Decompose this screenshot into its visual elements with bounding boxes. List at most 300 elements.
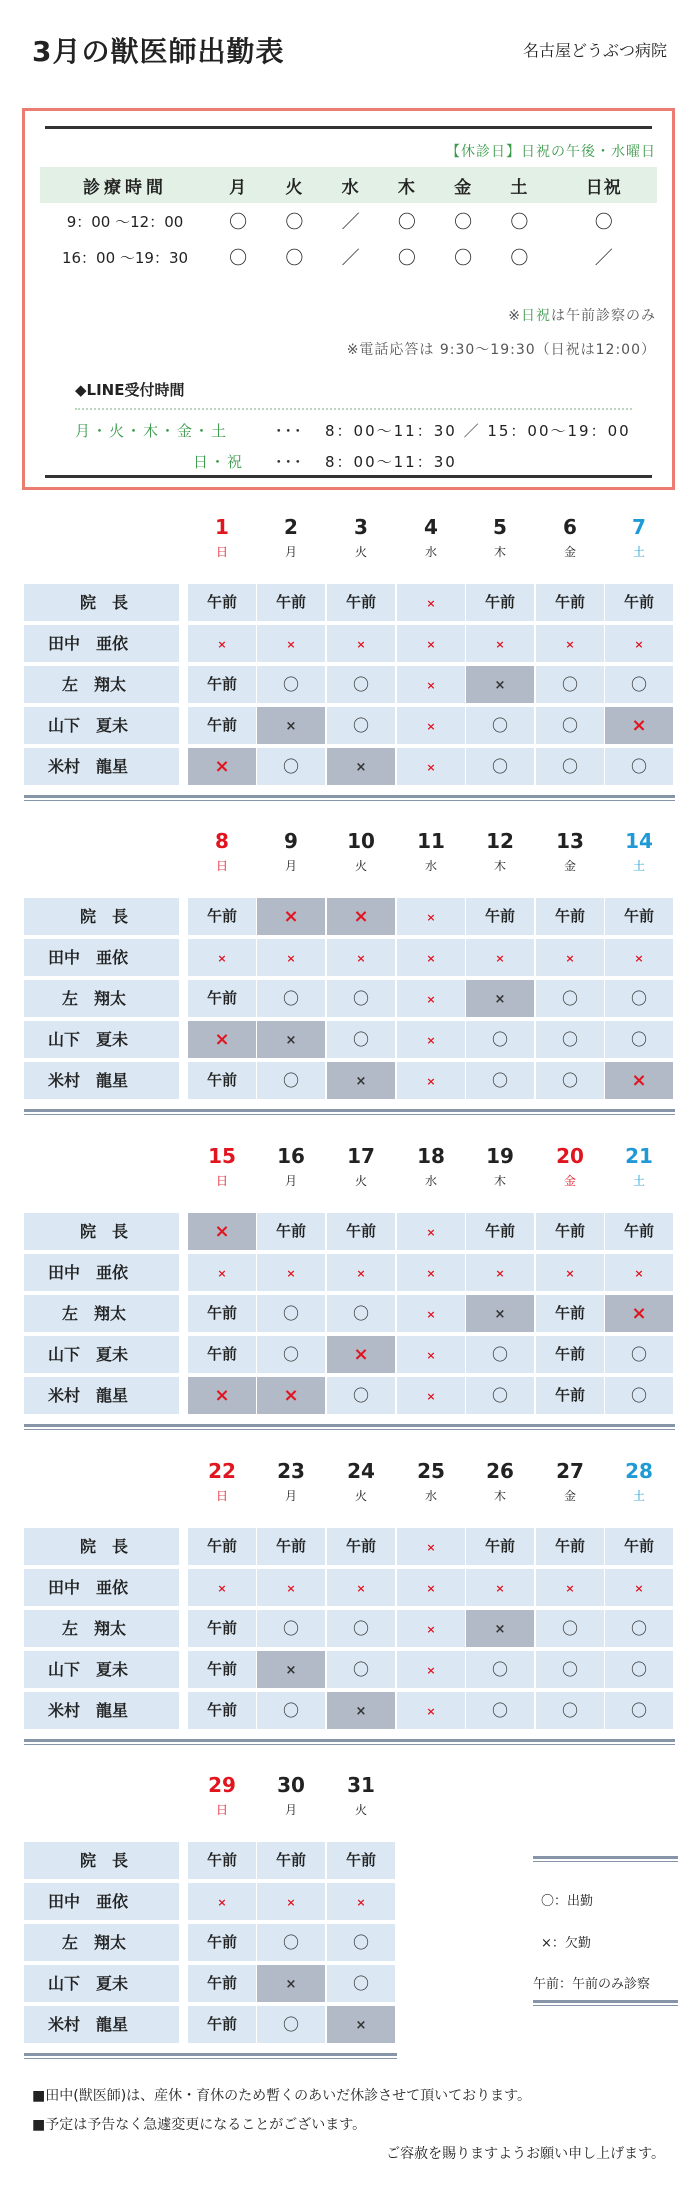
absent-mark: × [565,952,575,965]
schedule-cell [257,584,325,621]
schedule-cell [536,1528,604,1565]
morning-only-mark: 午前 [484,1537,515,1555]
line-hours-time: 8：00～11：30 ／ 15：00～19：00 [325,422,631,440]
schedule-cell [327,748,395,785]
line-hours-dots: ･･･ [275,453,304,471]
morning-only-mark: 午前 [554,907,585,925]
schedule-cell [188,1021,256,1058]
staff-name: 田中 亜依 [48,1892,129,1911]
staff-row [22,1690,679,1731]
staff-name: 左 翔太 [62,1619,127,1638]
schedule-cell [466,939,534,976]
schedule-cell [257,666,325,703]
schedule-cell [397,1021,465,1058]
present-mark: 〇 [561,675,578,694]
absent-mark: × [286,638,296,651]
present-mark: 〇 [561,716,578,735]
schedule-cell [188,1213,256,1250]
absent-mark: × [426,1034,436,1047]
schedule-cell [466,707,534,744]
schedule-cell [466,584,534,621]
staff-row [22,1211,679,1252]
morning-only-mark: 午前 [345,593,376,611]
schedule-cell [605,898,673,935]
week-table [22,512,679,787]
schedule-cell [257,1377,325,1414]
hours-mark: 〇 [229,212,248,233]
week-end-rule [24,1739,675,1745]
week-table [22,1141,679,1416]
day-of-week: 日 [215,1803,228,1817]
schedule-cell [397,748,465,785]
divider [533,2000,678,2006]
schedule-cell [536,748,604,785]
hours-mark: 〇 [229,248,248,269]
morning-only-mark: 午前 [623,1222,654,1240]
present-mark: 〇 [630,757,647,776]
present-mark: 〇 [630,1619,647,1638]
staff-name-cell [24,1062,179,1099]
schedule-cell [188,1062,256,1099]
day-of-week: 日 [215,1489,228,1503]
schedule-cell [397,1295,465,1332]
day-of-week: 金 [563,545,576,559]
week-date-header [22,1770,679,1840]
schedule-cell [327,980,395,1017]
date-column-header [187,1456,257,1506]
date-number: 9 [284,829,298,853]
staff-row [22,1649,679,1690]
schedule-cell [327,1254,395,1291]
present-mark: 〇 [352,1974,369,1993]
morning-only-mark: 午前 [206,1537,237,1555]
date-column-header [465,1141,535,1191]
hours-mark: 〇 [285,212,304,233]
date-number: 8 [215,829,229,853]
absent-mark: × [426,1664,436,1677]
absent-mark: × [426,1226,436,1239]
staff-name-cell [24,1610,179,1647]
date-column-header [326,826,396,876]
schedule-cell [188,898,256,935]
day-of-week: 水 [424,1489,437,1503]
schedule-cell [257,1924,325,1961]
staff-row [22,1252,679,1293]
week-date-header [22,512,679,582]
morning-only-mark: 午前 [206,675,237,693]
clinic-hours-box [22,108,675,490]
day-of-week: 水 [424,545,437,559]
schedule-cell [605,1569,673,1606]
absent-mark: × [356,1267,366,1280]
schedule-cell [327,898,395,935]
absent-mark: × [565,638,575,651]
staff-row [22,1019,679,1060]
schedule-cell [466,1254,534,1291]
morning-only-mark: 午前 [484,907,515,925]
note-rest: は午前診察のみ [551,308,656,324]
morning-only-mark: 午前 [206,2015,237,2033]
schedule-cell [257,707,325,744]
schedule-cell [605,1062,673,1099]
absent-mark: × [426,679,436,692]
date-column-header [465,1456,535,1506]
schedule-cell [466,1692,534,1729]
morning-only-mark: 午前 [345,1537,376,1555]
absent-mark: × [426,952,436,965]
present-mark: 〇 [282,1701,299,1720]
schedule-cell [188,1842,256,1879]
schedule-cell [536,625,604,662]
date-number: 10 [347,829,375,853]
morning-only-mark: 午前 [623,907,654,925]
date-number: 14 [625,829,653,853]
date-number: 12 [486,829,514,853]
schedule-cell [536,1610,604,1647]
morning-only-mark: 午前 [275,1851,306,1869]
schedule-cell [605,1295,673,1332]
absent-mark: × [353,906,369,927]
staff-name-cell [24,625,179,662]
week-table [22,1456,679,1731]
schedule-cell [188,1610,256,1647]
staff-name: 院 長 [80,1537,129,1556]
absent-mark: × [285,1663,297,1678]
schedule-cell [188,1336,256,1373]
day-of-week: 日 [215,545,228,559]
schedule-cell [188,939,256,976]
day-of-week: 水 [424,1174,437,1188]
schedule-cell [536,1295,604,1332]
absent-mark: × [426,1582,436,1595]
absent-mark: × [426,1705,436,1718]
staff-name-cell [24,666,179,703]
absent-mark: × [214,1221,230,1242]
date-number: 25 [417,1459,445,1483]
date-column-header [256,826,326,876]
absent-mark: × [353,1344,369,1365]
day-of-week: 火 [354,1174,367,1188]
absent-mark: × [355,2018,367,2033]
present-mark: 〇 [491,1701,508,1720]
absent-mark: × [355,760,367,775]
date-number: 31 [347,1773,375,1797]
date-column-header [396,512,466,562]
schedule-cell [327,1651,395,1688]
absent-mark: × [495,1582,505,1595]
present-mark: 〇 [561,1619,578,1638]
schedule-cell [466,1569,534,1606]
staff-name: 田中 亜依 [48,634,129,653]
present-mark: 〇 [282,2015,299,2034]
hours-mark: ／ [594,248,613,269]
weekday-thu: 木 [397,177,416,198]
week-date-header [22,1456,679,1526]
day-of-week: 日 [215,1174,228,1188]
absent-mark: × [426,1623,436,1636]
morning-only-mark: 午前 [345,1851,376,1869]
schedule-cell [605,584,673,621]
day-of-week: 月 [284,1489,297,1503]
absent-mark: × [286,1582,296,1595]
schedule-cell [257,980,325,1017]
date-column-header [535,1456,605,1506]
date-column-header [396,826,466,876]
present-mark: 〇 [491,1030,508,1049]
day-of-week: 土 [632,1174,645,1188]
schedule-cell [257,1610,325,1647]
staff-name: 米村 龍星 [48,1071,129,1090]
present-mark: 〇 [561,1701,578,1720]
absent-mark: × [285,719,297,734]
schedule-cell [605,1336,673,1373]
schedule-cell [188,625,256,662]
schedule-cell [257,1569,325,1606]
hours-mark: 〇 [510,248,529,269]
present-mark: 〇 [352,1619,369,1638]
morning-only-mark: 午前 [206,989,237,1007]
date-column-header [535,826,605,876]
date-column-header [256,1456,326,1506]
present-mark: 〇 [352,1030,369,1049]
present-mark: 〇 [630,675,647,694]
absent-mark: × [217,952,227,965]
day-of-week: 土 [632,545,645,559]
schedule-cell [605,1377,673,1414]
schedule-cell [188,1569,256,1606]
date-number: 20 [556,1144,584,1168]
staff-name: 院 長 [80,593,129,612]
date-number: 22 [208,1459,236,1483]
weekday-sat: 土 [510,177,529,198]
absent-mark: × [286,1896,296,1909]
week-table [22,826,679,1101]
hours-mark: ／ [341,248,360,269]
schedule-cell [536,1651,604,1688]
morning-only-mark: 午前 [484,593,515,611]
schedule-cell [536,1062,604,1099]
schedule-cell [188,1965,256,2002]
date-column-header [604,512,674,562]
morning-only-mark: 午前 [275,1537,306,1555]
hours-column-label: 診療時間 [83,177,167,198]
staff-name: 田中 亜依 [48,1263,129,1282]
schedule-cell [327,1528,395,1565]
staff-name-cell [24,1021,179,1058]
schedule-cell [257,1651,325,1688]
closed-days-note: 【休診日】日祝の午後・水曜日 [446,144,656,160]
line-hours-days: 日・祝 [193,453,245,471]
schedule-cell [327,1377,395,1414]
schedule-cell [257,1965,325,2002]
schedule-cell [327,584,395,621]
footer-note-change: ■予定は予告なく急遽変更になることがございます。 [32,2117,367,2133]
date-number: 4 [424,515,438,539]
date-number: 16 [277,1144,305,1168]
day-of-week: 月 [284,1803,297,1817]
staff-name: 米村 龍星 [48,757,129,776]
present-mark: 〇 [282,1933,299,1952]
week-date-header [22,826,679,896]
schedule-cell [397,707,465,744]
staff-row [22,896,679,937]
morning-only-mark: 午前 [275,593,306,611]
schedule-cell [466,980,534,1017]
schedule-cell [397,625,465,662]
date-number: 3 [354,515,368,539]
schedule-cell [397,1062,465,1099]
footer-note-apology: ご容赦を賜りますようお願い申し上げます。 [386,2146,665,2162]
schedule-cell [397,1213,465,1250]
day-of-week: 木 [493,545,506,559]
date-number: 15 [208,1144,236,1168]
staff-row [22,1060,679,1101]
staff-name: 院 長 [80,1851,129,1870]
absent-mark: × [426,993,436,1006]
absent-mark: × [426,761,436,774]
schedule-cell [605,707,673,744]
absent-mark: × [634,1582,644,1595]
staff-name-cell [24,1213,179,1250]
schedule-cell [605,1610,673,1647]
staff-row [22,1375,679,1416]
date-column-header [326,512,396,562]
absent-mark: × [426,1541,436,1554]
absent-mark: × [283,1385,299,1406]
week-end-rule [24,1424,675,1430]
day-of-week: 金 [563,859,576,873]
schedule-cell [327,1692,395,1729]
staff-name-cell [24,748,179,785]
staff-row [22,1526,679,1567]
hospital-name: 名古屋どうぶつ病院 [522,41,667,60]
date-number: 13 [556,829,584,853]
absent-mark: × [214,756,230,777]
schedule-cell [536,584,604,621]
dotted-divider [75,408,632,410]
absent-mark: × [355,1074,367,1089]
schedule-cell [536,898,604,935]
schedule-cell [257,625,325,662]
schedule-cell [257,748,325,785]
date-number: 5 [493,515,507,539]
date-column-header [604,1456,674,1506]
absent-mark: × [426,1308,436,1321]
staff-row [22,664,679,705]
staff-name: 院 長 [80,907,129,926]
schedule-cell [397,1651,465,1688]
schedule-cell [605,1213,673,1250]
schedule-cell [397,1377,465,1414]
present-mark: 〇 [630,1386,647,1405]
staff-row [22,1334,679,1375]
schedule-cell [466,625,534,662]
schedule-cell [257,1213,325,1250]
day-of-week: 金 [563,1174,576,1188]
schedule-cell [397,584,465,621]
absent-mark: × [495,952,505,965]
footer-note-leave: ■田中(獣医師)は、産休・育休のため暫くのあいだ休診させて頂いております。 [32,2088,532,2104]
absent-mark: × [426,597,436,610]
schedule-cell [257,1842,325,1879]
date-column-header [187,1141,257,1191]
weekday-sun-holiday: 日祝 [585,177,622,198]
day-of-week: 月 [284,1174,297,1188]
day-of-week: 木 [493,1174,506,1188]
hours-mark: 〇 [594,212,613,233]
day-of-week: 木 [493,859,506,873]
schedule-cell [466,898,534,935]
day-of-week: 金 [563,1489,576,1503]
staff-name: 左 翔太 [62,1304,127,1323]
schedule-cell [605,748,673,785]
schedule-cell [327,1924,395,1961]
morning-only-mark: 午前 [206,1974,237,1992]
schedule-cell [257,1883,325,1920]
schedule-cell [466,1062,534,1099]
morning-only-mark: 午前 [206,1071,237,1089]
day-of-week: 水 [424,859,437,873]
schedule-cell [536,1254,604,1291]
present-mark: 〇 [630,1701,647,1720]
absent-mark: × [356,1896,366,1909]
schedule-cell [536,1213,604,1250]
staff-name-cell [24,1651,179,1688]
date-column-header [256,1141,326,1191]
hours-mark: ／ [341,212,360,233]
morning-only-mark: 午前 [206,593,237,611]
hours-mark: 〇 [454,212,473,233]
hours-mark: 〇 [397,248,416,269]
present-mark: 〇 [282,1345,299,1364]
present-mark: 〇 [630,1345,647,1364]
date-column-header [465,826,535,876]
absent-mark: × [217,1267,227,1280]
staff-name: 米村 龍星 [48,1386,129,1405]
schedule-cell [327,1021,395,1058]
present-mark: 〇 [352,1933,369,1952]
date-number: 23 [277,1459,305,1483]
schedule-cell [257,1295,325,1332]
staff-name: 山下 夏未 [48,1660,129,1679]
schedule-cell [605,939,673,976]
hours-table [40,167,660,275]
present-mark: 〇 [282,675,299,694]
date-column-header [187,826,257,876]
divider [533,1856,678,1862]
schedule-cell [327,625,395,662]
schedule-cell [536,980,604,1017]
morning-only-mark: 午前 [623,593,654,611]
schedule-cell [327,1842,395,1879]
date-column-header [465,512,535,562]
absent-mark: × [494,992,506,1007]
morning-only-mark: 午前 [345,1222,376,1240]
date-column-header [604,1141,674,1191]
present-mark: 〇 [282,1619,299,1638]
absent-mark: × [217,638,227,651]
absent-mark: × [426,1390,436,1403]
staff-name: 米村 龍星 [48,2015,129,2034]
date-number: 27 [556,1459,584,1483]
absent-mark: × [356,1582,366,1595]
schedule-cell [605,1692,673,1729]
staff-name-cell [24,584,179,621]
staff-name-cell [24,1924,179,1961]
schedule-cell [466,666,534,703]
schedule-cell [257,1021,325,1058]
phone-hours-note: ※電話応答は 9:30～19:30（日祝は12:00） [346,342,656,358]
